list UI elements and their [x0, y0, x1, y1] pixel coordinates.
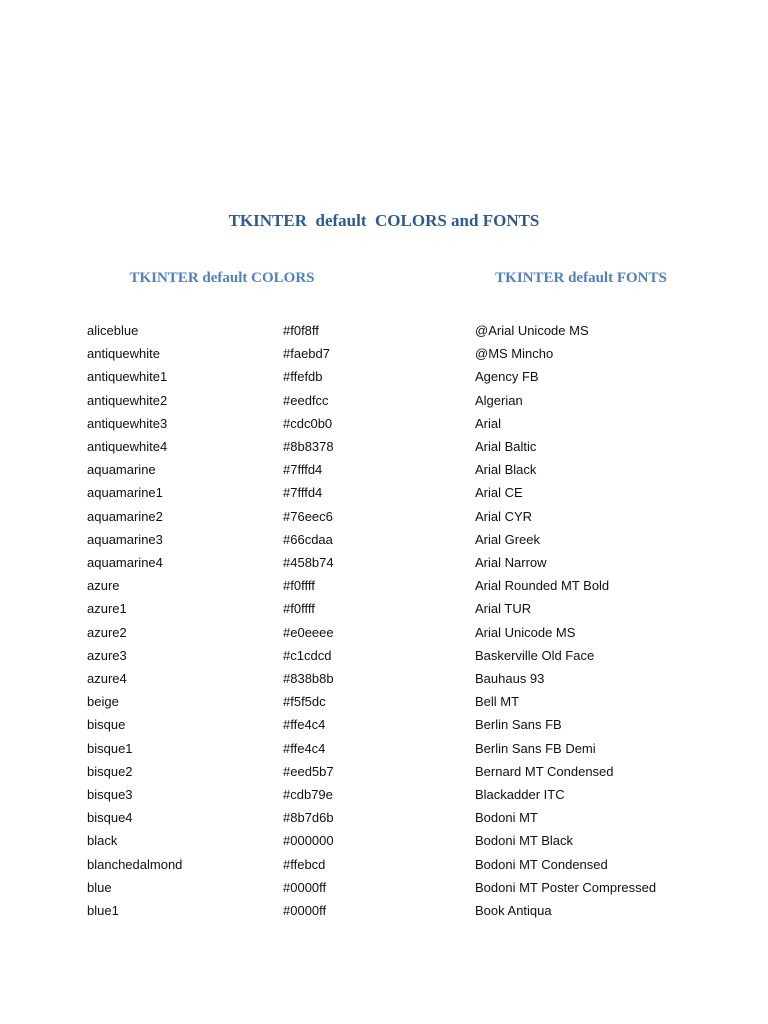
table-row: [0, 528, 768, 551]
table-row: [0, 783, 768, 806]
table-row: [0, 760, 768, 783]
color-hex: #cdb79e: [283, 787, 333, 802]
color-hex: #458b74: [283, 555, 334, 570]
color-hex: #faebd7: [283, 346, 330, 362]
font-name: @Arial Unicode MS: [475, 323, 589, 338]
color-hex: #f0f8ff: [283, 323, 319, 338]
table-row: [0, 435, 768, 458]
font-name: Bodoni MT: [475, 810, 538, 826]
color-name: azure3: [87, 647, 127, 663]
font-name: Algerian: [475, 392, 523, 408]
color-name: aquamarine4: [87, 555, 163, 570]
colors-heading: TKINTER default COLORS: [129, 270, 315, 286]
table-row: [0, 342, 768, 365]
table-row: [0, 597, 768, 620]
color-hex: #eedfcc: [283, 392, 329, 408]
color-name: aquamarine3: [87, 531, 163, 547]
font-name: Arial: [475, 415, 502, 431]
table-row: [0, 713, 768, 736]
table-row: [0, 505, 768, 528]
font-name: Arial CYR: [475, 508, 533, 524]
color-name: bisque2: [87, 763, 133, 779]
color-name: antiquewhite: [87, 346, 160, 362]
table-row: [0, 389, 768, 412]
color-hex: #838b8b: [283, 671, 334, 686]
font-name: Arial Unicode MS: [475, 624, 576, 640]
color-hex: #c1cdcd: [283, 647, 332, 663]
color-name: blanchedalmond: [87, 856, 183, 872]
table-row: [0, 737, 768, 760]
color-name: antiquewhite3: [87, 415, 168, 431]
font-name: Berlin Sans FB: [475, 717, 562, 733]
font-name: Arial CE: [475, 485, 523, 501]
table-row: [0, 319, 768, 342]
color-hex: #8b7d6b: [283, 810, 334, 826]
color-hex: #f0ffff: [283, 578, 315, 594]
table-row: [0, 899, 768, 922]
table-row: [0, 667, 768, 690]
font-name: Bell MT: [475, 694, 520, 710]
color-name: bisque: [87, 717, 126, 733]
color-hex: #7fffd4: [283, 462, 323, 478]
font-name: Agency FB: [475, 369, 539, 385]
font-name: Bauhaus 93: [475, 671, 545, 686]
table-row: [0, 551, 768, 574]
color-name: bisque4: [87, 810, 133, 826]
color-hex: #7fffd4: [283, 485, 323, 501]
page-title: TKINTER default COLORS and FONTS: [228, 211, 540, 230]
table-row: [0, 853, 768, 876]
font-name: Berlin Sans FB Demi: [475, 740, 596, 756]
table-row: [0, 644, 768, 667]
color-name: azure2: [87, 624, 127, 640]
color-hex: #0000ff: [283, 903, 327, 918]
font-name: Baskerville Old Face: [475, 647, 595, 663]
color-name: beige: [87, 694, 119, 710]
font-name: Blackadder ITC: [475, 787, 565, 802]
color-hex: #ffe4c4: [283, 717, 326, 733]
color-hex: #ffe4c4: [283, 740, 326, 756]
font-name: @MS Mincho: [475, 346, 554, 362]
table-row: [0, 365, 768, 388]
font-name: Arial TUR: [475, 601, 532, 617]
fonts-heading: TKINTER default FONTS: [495, 270, 667, 286]
color-name: aquamarine1: [87, 485, 163, 501]
color-name: blue: [87, 879, 112, 895]
color-hex: #0000ff: [283, 879, 327, 895]
color-hex: #cdc0b0: [283, 415, 333, 431]
color-name: aquamarine2: [87, 508, 163, 524]
font-name: Bodoni MT Condensed: [475, 856, 608, 872]
color-hex: #76eec6: [283, 508, 333, 524]
color-name: aliceblue: [87, 323, 139, 338]
table-row: [0, 621, 768, 644]
color-name: aquamarine: [87, 462, 156, 478]
table-row: [0, 412, 768, 435]
table-row: [0, 458, 768, 481]
color-hex: #e0eeee: [283, 624, 334, 640]
color-name: bisque1: [87, 740, 133, 756]
table-row: [0, 806, 768, 829]
color-name: antiquewhite1: [87, 369, 168, 385]
color-name: antiquewhite4: [87, 439, 168, 454]
color-hex: #ffefdb: [283, 369, 323, 385]
color-name: azure1: [87, 601, 127, 617]
font-name: Arial Black: [475, 462, 537, 478]
table-row: [0, 876, 768, 899]
color-hex: #000000: [283, 833, 334, 849]
font-name: Book Antiqua: [475, 903, 552, 918]
font-name: Bodoni MT Black: [475, 833, 574, 849]
font-name: Arial Narrow: [475, 555, 547, 570]
table-row: [0, 574, 768, 597]
font-name: Bodoni MT Poster Compressed: [475, 879, 657, 895]
color-name: azure: [87, 578, 120, 594]
font-name: Arial Baltic: [475, 439, 537, 454]
font-name: Bernard MT Condensed: [475, 763, 614, 779]
color-hex: #66cdaa: [283, 531, 333, 547]
color-hex: #eed5b7: [283, 763, 334, 779]
color-hex: #f0ffff: [283, 601, 315, 617]
color-name: black: [87, 833, 118, 849]
color-hex: #f5f5dc: [283, 694, 326, 710]
color-hex: #ffebcd: [283, 856, 326, 872]
color-name: bisque3: [87, 787, 133, 802]
table-row: [0, 690, 768, 713]
table-row: [0, 829, 768, 852]
color-hex: #8b8378: [283, 439, 334, 454]
color-name: antiquewhite2: [87, 392, 168, 408]
color-name: blue1: [87, 903, 119, 918]
color-name: azure4: [87, 671, 127, 686]
font-name: Arial Rounded MT Bold: [475, 578, 610, 594]
font-name: Arial Greek: [475, 531, 541, 547]
table-row: [0, 481, 768, 504]
